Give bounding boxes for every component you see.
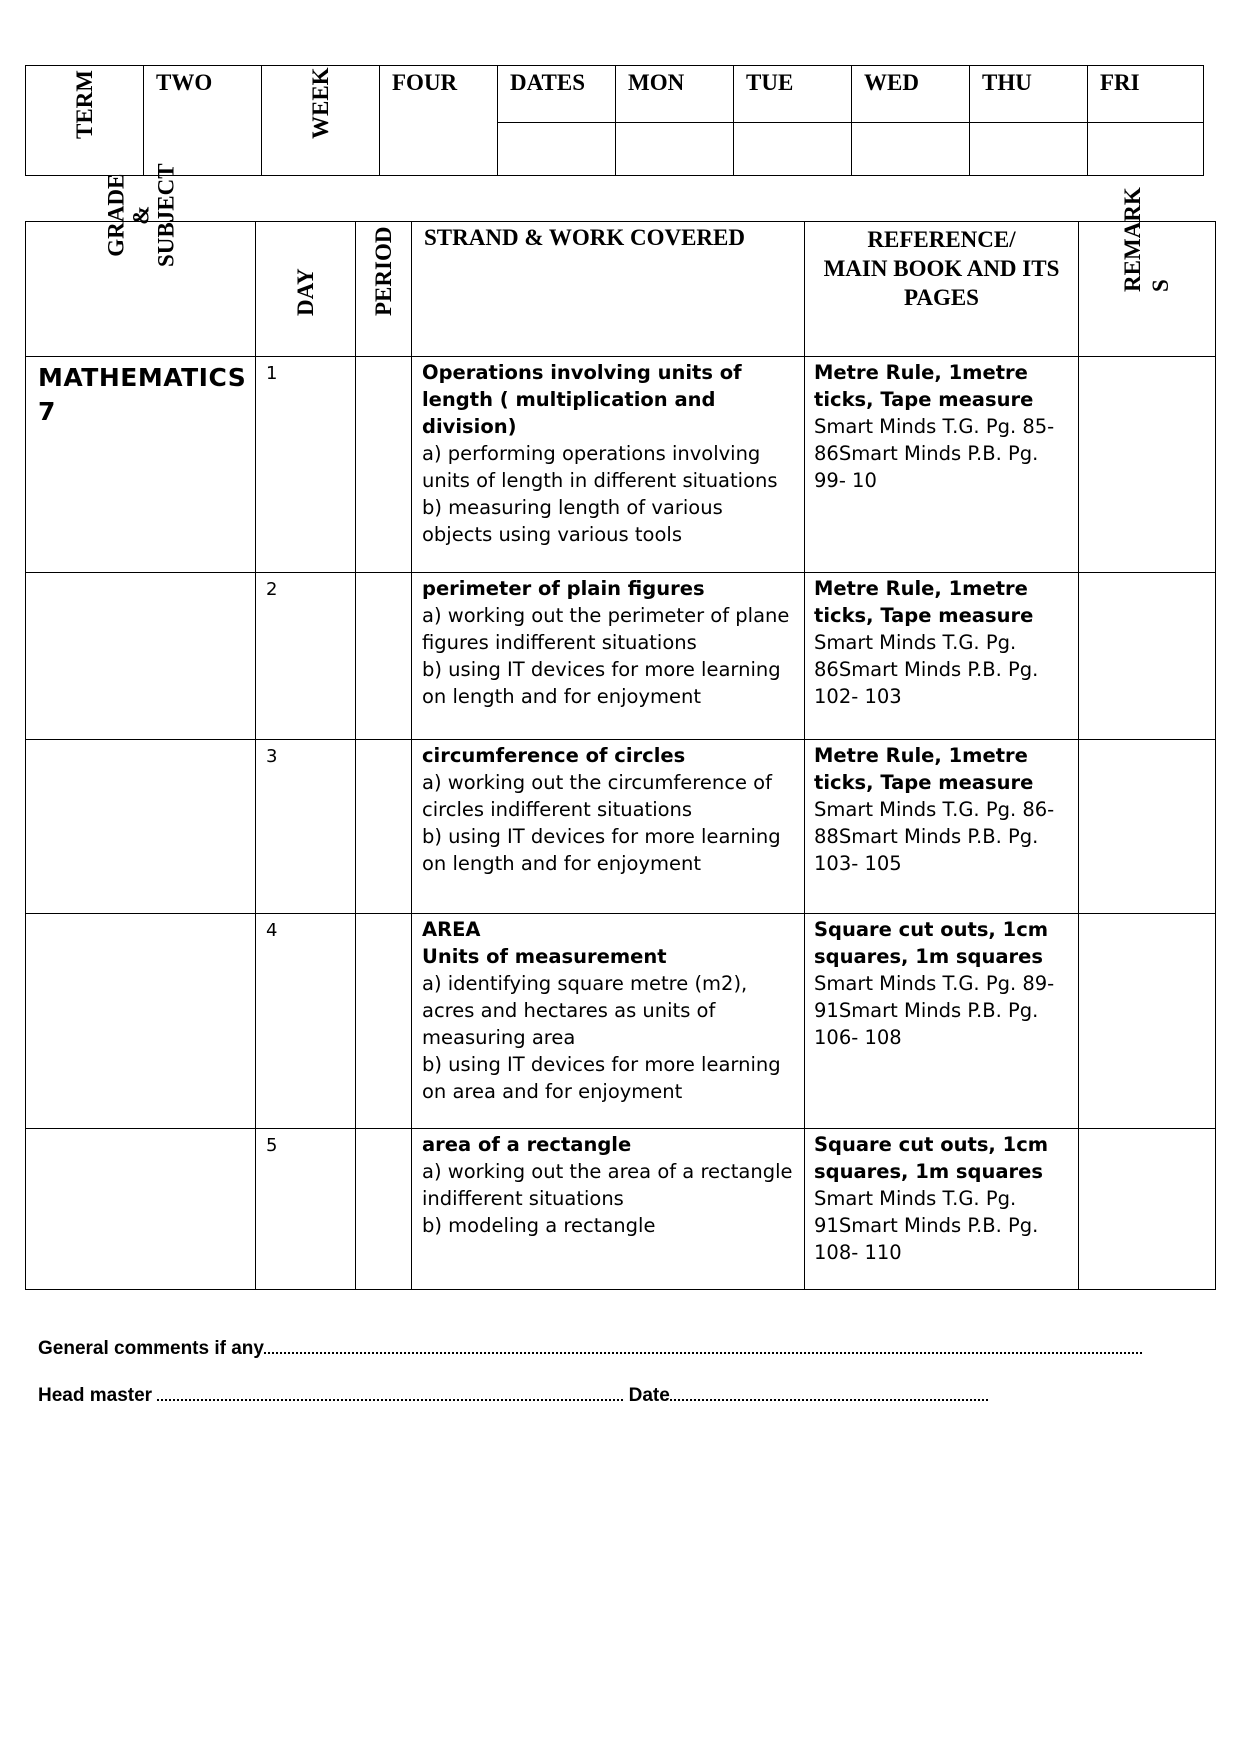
term-value: TWO [144, 66, 262, 176]
day-number: 1 [256, 357, 356, 573]
remarks-cell [1079, 357, 1216, 573]
grade-subject-header [26, 163, 256, 357]
grade-subject-header-text: GRADE & SUBJECT [103, 163, 178, 267]
period-cell [356, 914, 412, 1129]
head-master-field[interactable] [157, 1385, 623, 1401]
day-header-thu: THU [970, 66, 1088, 123]
strand-work: perimeter of plain figures a) working out the perimeter of plane figures indifferent situations b) using IT devices for more learning on length and for enjoyment [412, 573, 805, 740]
day-number: 4 [256, 914, 356, 1129]
day-header-fri: FRI [1088, 66, 1204, 123]
period-cell [356, 357, 412, 573]
period-cell [356, 1129, 412, 1290]
term-label-cell [26, 66, 144, 176]
grade-subject-blank [26, 740, 256, 914]
strand-work: AREA Units of measurement a) identifying square metre (m2), acres and hectares as units of measuring area b) using IT devices for more learning on area and for enjoyment [412, 914, 805, 1129]
remarks-header-text: REMARK S [1120, 187, 1173, 292]
dates-blank [498, 123, 616, 176]
week-label-cell [262, 66, 380, 176]
mon-date-blank [616, 123, 734, 176]
head-master-label: Head master [38, 1385, 153, 1406]
date-label: Date [628, 1385, 670, 1406]
dates-label: DATES [498, 66, 616, 123]
week-value: FOUR [380, 66, 498, 176]
day-header-wed: WED [852, 66, 970, 123]
strand-header: STRAND & WORK COVERED [412, 222, 805, 357]
remarks-cell [1079, 914, 1216, 1129]
term-label: TERM [71, 70, 97, 139]
period-cell [356, 573, 412, 740]
fri-date-blank [1088, 123, 1204, 176]
day-header-mon: MON [616, 66, 734, 123]
strand-work: circumference of circles a) working out the circumference of circles indifferent situations b) using IT devices for more learning on length and for enjoyment [412, 740, 805, 914]
scheme-of-work-table [25, 163, 1216, 1290]
day-number: 2 [256, 573, 356, 740]
grade-subject-blank [26, 573, 256, 740]
remarks-header [1079, 187, 1216, 357]
week-label: WEEK [307, 67, 333, 139]
general-comments-line [38, 1338, 1142, 1360]
reference: Square cut outs, 1cm squares, 1m squares Smart Minds T.G. Pg. 89- 91Smart Minds P.B. Pg. 106- 108 [805, 914, 1079, 1129]
day-header [256, 222, 356, 357]
tue-date-blank [734, 123, 852, 176]
day-header-text: DAY [292, 268, 318, 316]
grade-subject-blank [26, 914, 256, 1129]
reference: Square cut outs, 1cm squares, 1m squares Smart Minds T.G. Pg. 91Smart Minds P.B. Pg. 108- 110 [805, 1129, 1079, 1290]
period-cell [356, 740, 412, 914]
grade-subject-blank [26, 1129, 256, 1290]
reference: Metre Rule, 1metre ticks, Tape measure Smart Minds T.G. Pg. 86Smart Minds P.B. Pg. 102- 103 [805, 573, 1079, 740]
period-header-text: PERIOD [370, 226, 396, 316]
reference: Metre Rule, 1metre ticks, Tape measure Smart Minds T.G. Pg. 85- 86Smart Minds P.B. Pg. 99- 10 [805, 357, 1079, 573]
day-number: 3 [256, 740, 356, 914]
reference: Metre Rule, 1metre ticks, Tape measure Smart Minds T.G. Pg. 86- 88Smart Minds P.B. Pg. 103- 105 [805, 740, 1079, 914]
remarks-cell [1079, 1129, 1216, 1290]
reference-header: REFERENCE/ MAIN BOOK AND ITS PAGES [805, 222, 1079, 357]
signature-line [38, 1385, 988, 1407]
period-header [356, 222, 412, 357]
general-comments-label: General comments if any [38, 1338, 264, 1359]
day-number: 5 [256, 1129, 356, 1290]
date-field[interactable] [670, 1385, 988, 1401]
grade-subject: MATHEMATICS 7 [26, 357, 256, 573]
thu-date-blank [970, 123, 1088, 176]
wed-date-blank [852, 123, 970, 176]
remarks-cell [1079, 740, 1216, 914]
day-header-tue: TUE [734, 66, 852, 123]
remarks-cell [1079, 573, 1216, 740]
term-week-table [25, 65, 1204, 176]
general-comments-field[interactable] [264, 1338, 1142, 1354]
strand-work: area of a rectangle a) working out the area of a rectangle indifferent situations b) modeling a rectangle [412, 1129, 805, 1290]
strand-work: Operations involving units of length ( multiplication and division) a) performing operations involving units of length in different situations b) measuring length of various objects using various tools [412, 357, 805, 573]
